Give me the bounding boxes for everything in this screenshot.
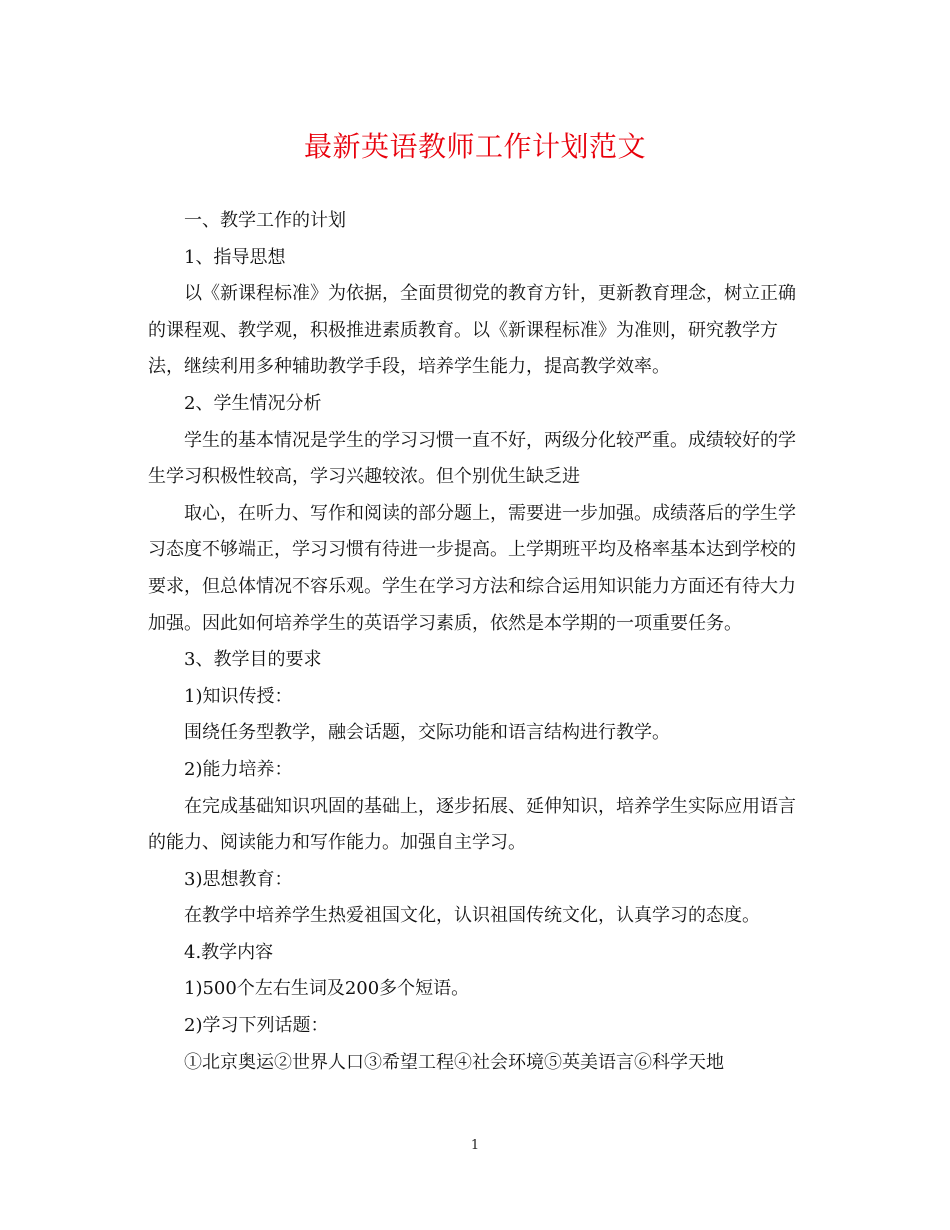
body-paragraph: 在完成基础知识巩固的基础上，逐步拓展、延伸知识，培养学生实际应用语言的能力、阅读能力和写作能力。加强自主学习。 [148,795,796,854]
body-paragraph: 学生的基本情况是学生的学习习惯一直不好，两级分化较严重。成绩较好的学生学习积极性较高，学习兴趣较浓。但个别优生缺乏进 [148,429,796,488]
list-heading: 2)能力培养： [184,758,293,780]
body-paragraph: 在教学中培养学生热爱祖国文化，认识祖国传统文化，认真学习的态度。 [184,905,760,927]
topic-list: ①北京奥运②世界人口③希望工程④社会环境⑤英美语言⑥科学天地 [184,1051,724,1073]
subsection-heading: 3、教学目的要求 [184,649,322,671]
body-paragraph: 取心，在听力、写作和阅读的部分题上，需要进一步加强。成绩落后的学生学习态度不够端正，学习习惯有待进一步提高。上学期班平均及格率基本达到学校的要求，但总体情况不容乐观。学生在学习方法和综合运用知识能力方面还有待大力加强。因此如何培养学生的英语学习素质，依然是本学期的一项重要任务。 [148,502,796,634]
document-body [148,203,800,1081]
list-heading: 3)思想教育： [184,868,293,890]
subsection-heading: 4.教学内容 [184,941,274,963]
list-item: 1)500个左右生词及200多个短语。 [184,978,470,1000]
subsection-heading: 2、学生情况分析 [184,392,322,414]
section-heading: 一、教学工作的计划 [184,210,346,231]
body-paragraph: 围绕任务型教学，融会话题，交际功能和语言结构进行教学。 [184,722,670,744]
list-heading: 1)知识传授： [184,685,293,707]
subsection-heading: 1、指导思想 [184,246,286,268]
body-paragraph: 以《新课程标准》为依据，全面贯彻党的教育方针，更新教育理念，树立正确的课程观、教学观，积极推进素质教育。以《新课程标准》为准则，研究教学方法，继续利用多种辅助教学手段，培养学生能力，提高教学效率。 [148,283,796,378]
page-number: 1 [470,1138,480,1153]
list-item: 2)学习下列话题： [184,1015,329,1037]
document-title: 最新英语教师工作计划范文 [303,130,646,163]
